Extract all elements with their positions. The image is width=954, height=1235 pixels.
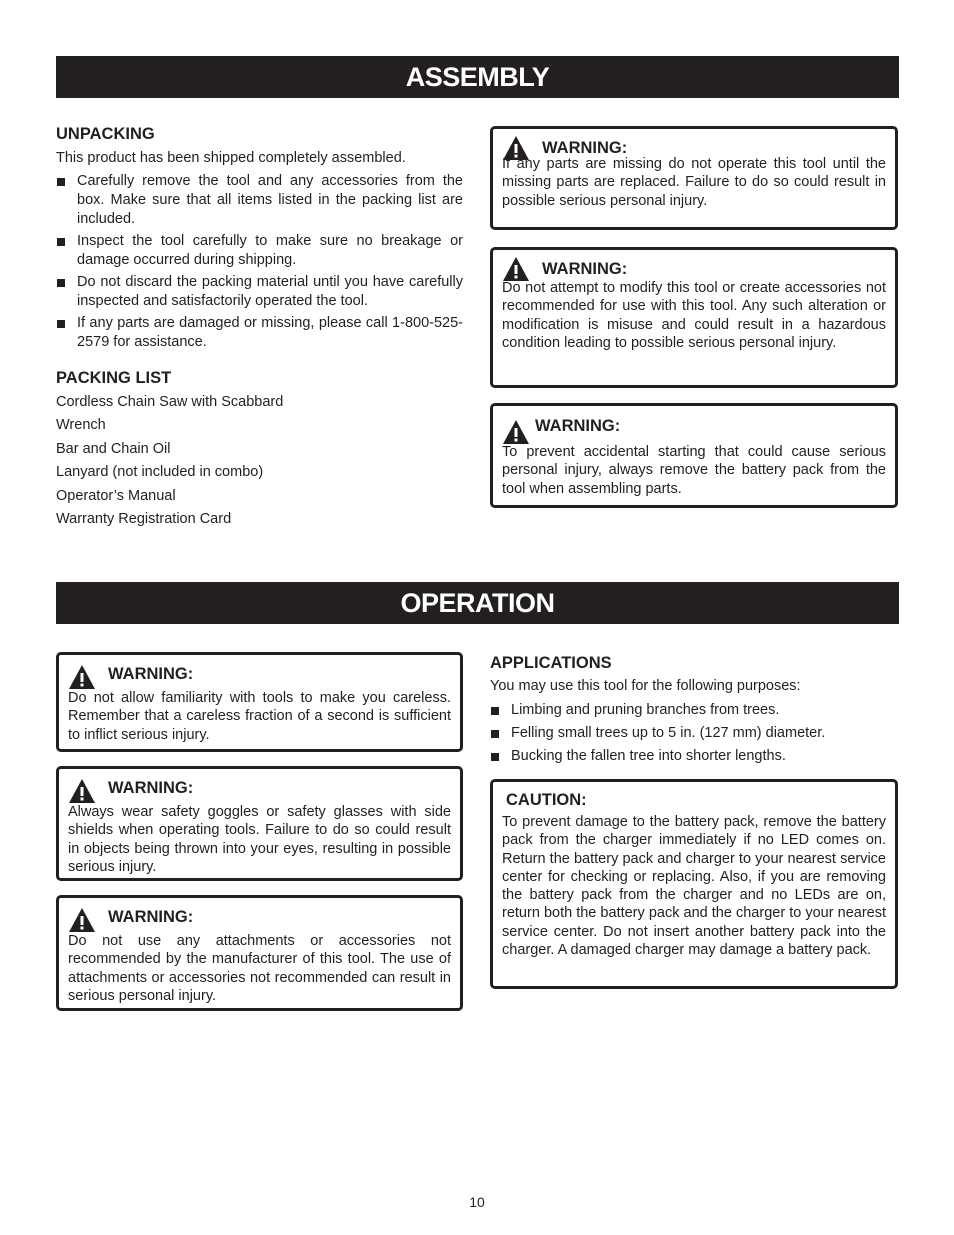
warning-text: If any parts are missing do not operate this tool until the missing parts are replaced. Failure to do so could result in possible serious personal injury. xyxy=(502,156,886,209)
list-item: Lanyard (not included in combo) xyxy=(56,464,264,481)
packing-list-heading: PACKING LIST xyxy=(56,369,172,387)
packing-list xyxy=(56,393,463,533)
warning-triangle-icon xyxy=(502,419,530,445)
unpacking-section xyxy=(56,124,463,352)
applications-section xyxy=(490,653,898,766)
unpacking-intro: This product has been shipped completely assembled. xyxy=(56,150,406,166)
warning-triangle-icon xyxy=(68,664,96,690)
warning-text: To prevent accidental starting that could cause serious personal injury, always remove the battery pack from the tool when assembling parts. xyxy=(502,444,886,497)
warning-title: WARNING: xyxy=(535,416,621,435)
packing-list-section xyxy=(56,368,463,533)
list-item: Bucking the fallen tree into shorter lengths. xyxy=(490,747,898,766)
warning-triangle-icon xyxy=(68,778,96,804)
list-item: Operator’s Manual xyxy=(56,487,176,504)
unpacking-heading: UNPACKING xyxy=(56,125,155,143)
assembly-banner: ASSEMBLY xyxy=(56,56,899,98)
list-item: Inspect the tool carefully to make sure no breakage or damage occurred during shipping. xyxy=(56,232,463,270)
list-item: Limbing and pruning branches from trees. xyxy=(490,701,898,720)
warning-title: WARNING: xyxy=(108,907,194,926)
list-item: Felling small trees up to 5 in. (127 mm) diameter. xyxy=(490,724,898,743)
list-item: Wrench xyxy=(56,417,106,434)
warning-text: Do not allow familiarity with tools to make you careless. Remember that a careless fraction of a second is sufficient to inflict serious injury. xyxy=(68,690,451,743)
applications-heading: APPLICATIONS xyxy=(490,654,612,672)
warning-title: WARNING: xyxy=(542,138,628,157)
caution-box xyxy=(490,779,898,989)
warning-triangle-icon xyxy=(68,907,96,933)
list-item: Cordless Chain Saw with Scabbard xyxy=(56,394,284,410)
warning-box xyxy=(490,126,898,230)
applications-intro: You may use this tool for the following purposes: xyxy=(490,678,801,694)
warning-text: Do not use any attachments or accessories not recommended by the manufacturer of this tool. The use of attachments or accessories not recommended can result in serious personal injury. xyxy=(68,933,451,1004)
operation-banner: OPERATION xyxy=(56,582,899,624)
warning-box xyxy=(56,766,463,881)
list-item: Carefully remove the tool and any accessories from the box. Make sure that all items listed in the packing list are included. xyxy=(56,172,463,229)
caution-text: To prevent damage to the battery pack, remove the battery pack from the charger immediately if no LED comes on. Return the battery pack and charger to your nearest service center for checking or replacing. Also, if you are removing the battery pack from the charger and no LEDs are on, return both the battery pack and the charger to your nearest service center. Do not insert another battery pack into the charger. A damaged charger may damage a battery pack. xyxy=(502,814,886,959)
list-item: If any parts are damaged or missing, please call 1-800-525-2579 for assistance. xyxy=(56,314,463,352)
warning-title: WARNING: xyxy=(108,664,194,683)
warning-box xyxy=(490,403,898,508)
caution-title: CAUTION: xyxy=(506,790,587,809)
warning-title: WARNING: xyxy=(108,778,194,797)
list-item: Bar and Chain Oil xyxy=(56,440,171,457)
warning-text: Always wear safety goggles or safety glasses with side shields when operating tools. Failure to do so could result in objects being thrown into your eyes, resulting in possible serious injury. xyxy=(68,804,451,875)
list-item: Do not discard the packing material until you have carefully inspected and satisfactorily operated the tool. xyxy=(56,273,463,311)
list-item: Warranty Registration Card xyxy=(56,510,232,527)
applications-list xyxy=(490,701,898,766)
warning-title: WARNING: xyxy=(542,259,628,278)
warning-box xyxy=(56,895,463,1011)
warning-text: Do not attempt to modify this tool or create accessories not recommended for use with this tool. Any such alteration or modification is misuse and could result in a hazardous condition leading to possible serious personal injury. xyxy=(502,280,886,351)
page-number: 10 xyxy=(469,1194,485,1210)
unpacking-list xyxy=(56,172,463,352)
warning-box xyxy=(56,652,463,752)
warning-box xyxy=(490,247,898,388)
